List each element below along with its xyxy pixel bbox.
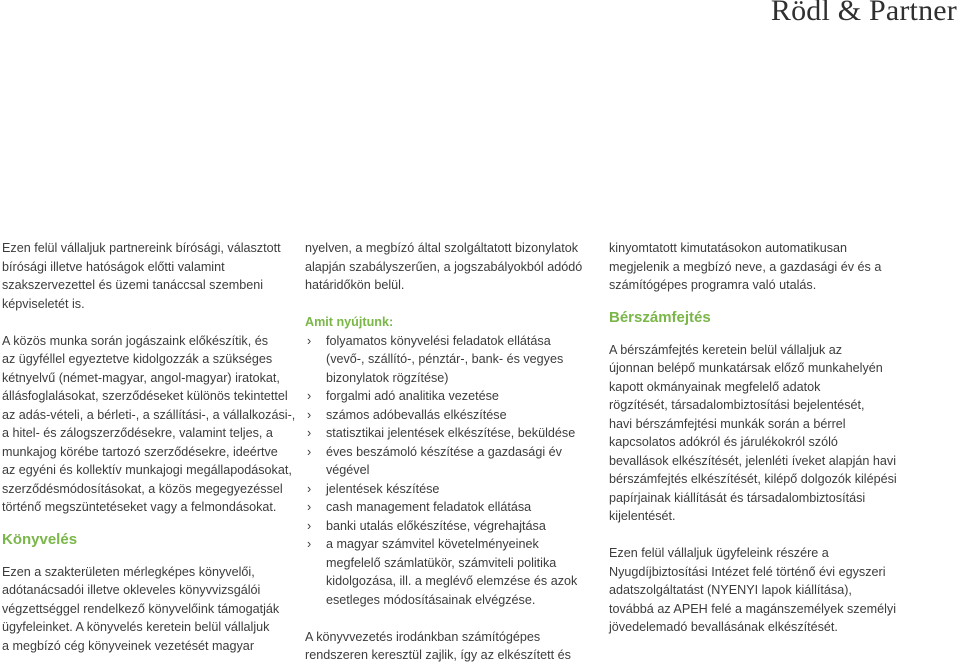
col1-paragraph-1: Ezen felül vállaljuk partnereink bírósági, választott bírósági illetve hatóságok előtti valamint szakszervezettel és üzemi tanáccsal szembeni képviseletét is.	[2, 241, 281, 311]
list-item: › számos adóbevallás elkészítése	[305, 406, 582, 425]
heading-berszamfejtes: Bérszámfejtés	[609, 308, 711, 326]
list-item: › éves beszámoló készítése a gazdasági év végével	[307, 444, 562, 477]
chevron-right-icon: ›	[307, 444, 312, 459]
column-2	[305, 239, 582, 665]
subheading-amit-nyujtunk: Amit nyújtunk:	[305, 315, 394, 329]
chevron-right-icon: ›	[307, 481, 312, 496]
chevron-right-icon: ›	[307, 407, 312, 422]
list-item: › forgalmi adó analitika vezetése	[305, 387, 582, 406]
chevron-right-icon: ›	[307, 333, 312, 348]
col2-paragraph-1: nyelven, a megbízó által szolgáltatott bizonylatok alapján szabályszerűen, a jogszabályokból adódó határidőkön belül.	[305, 241, 583, 292]
chevron-right-icon: ›	[307, 389, 312, 403]
list-item: › statisztikai jelentések elkészítése, beküldése	[305, 424, 582, 443]
col3-paragraph-3: Ezen felül vállaljuk ügyfeleink részére a Nyugdíjbiztosítási Intézet felé történő évi egyszeri adatszolgáltatást (NYENYI lapok kiállítása), továbbá az APEH felé a magánszemélyek személyi jövedelemadó bevallásának elkészítését.	[609, 546, 896, 634]
list-item: › banki utalás előkészítése, végrehajtása	[305, 517, 582, 536]
column-3	[609, 239, 897, 637]
col2-paragraph-2: A könyvvezetés irodánkban számítógépes rendszeren keresztül zajlik, így az elkészített és	[305, 629, 571, 662]
list-item: › cash management feladatok ellátása	[305, 498, 582, 517]
heading-konyveles: Könyvelés	[2, 530, 78, 548]
list-item: › a magyar számvitel követelményeinek megfelelő számlatükör, számviteli politika kidolgozása, ill. a meglévő elemzése és azok esetleges módosításainak elvégzése.	[307, 537, 578, 607]
chevron-right-icon: ›	[307, 518, 312, 533]
col1-paragraph-3: Ezen a szakterületen mérlegképes könyvelői, adótanácsadói illetve okleveles könyvvizsgálói végzettséggel rendelkező könyvelőink támogatják ügyfeleinket. A könyvelés keretein belül vállaljuk a megbízó cég könyveinek vezetését magyar	[2, 564, 280, 653]
chevron-right-icon: ›	[307, 500, 312, 514]
col1-paragraph-2: A közös munka során jogászaink előkészítik, és az ügyféllel egyeztetve kidolgozzák a szükséges kétnyelvű (német-magyar, angol-magyar) iratokat, állásfoglalásokat, szerződéseket különös tekintettel az adás-vételi, a bérleti-, a szállítási-, a vállalkozási-, a hitel- és zálogszerződésekre, valamint teljes, a munkajog körébe tartozó szerződésekre, ideértve az egyéni és kollektív munkajogi megállapodásokat, szerződésmódosításokat, a közös megegyezéssel történő megszüntetéseket vagy a felmondásokat.	[2, 333, 296, 514]
list-item: › jelentések készítése	[305, 480, 582, 499]
col3-paragraph-2: A bérszámfejtés keretein belül vállaljuk az újonnan belépő munkatársak előző munkahelyén kapott okmányainak megfelelő adatok rögzítését, társadalombiztosítási bejelentését, havi bérszámfejtési munkák során a bérrel kapcsolatos adókról és járulékokról szóló bevallások elkészítését, jelenléti íveket alapján havi bérszámfejtés elkészítését, kilépő dolgozók kilépési papírjainak kiállítását és társadalombiztosítási kijelentését.	[609, 342, 897, 523]
col3-paragraph-1: kinyomtatott kimutatásokon automatikusan megjelenik a megbízó neve, a gazdasági év és a számítógépes programra való utalás.	[609, 241, 882, 292]
brand-logo: Rödl & Partner	[770, 0, 957, 27]
chevron-right-icon: ›	[307, 426, 312, 440]
list-item: › folyamatos könyvelési feladatok ellátása (vevő-, szállító-, pénztár-, bank- és vegyes bizonylatok rögzítése)	[307, 333, 564, 385]
chevron-right-icon: ›	[307, 537, 312, 551]
column-1	[2, 239, 295, 655]
services-list	[305, 332, 582, 610]
